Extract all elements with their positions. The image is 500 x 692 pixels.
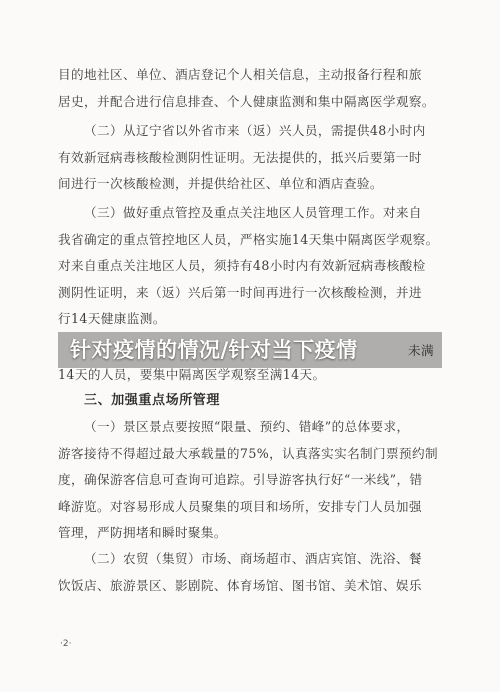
paragraph-scenic-spots [58, 414, 444, 547]
paragraph-travel-report [58, 62, 444, 115]
text-line: 游客接待不得超过最大承载量的75%，认真落实实名制门票预约制 [58, 445, 439, 461]
text-line: 度，确保游客信息可查询可追踪。引导游客执行好“一米线”，错 [58, 472, 423, 487]
paragraph-markets [58, 546, 444, 599]
text-line: 我省确定的重点管控地区人员，严格实施14天集中隔离医学观察。 [58, 231, 439, 247]
text-line: 间进行一次核酸检测，并提供给社区、单位和酒店查验。 [58, 176, 383, 191]
text-line: （一）景区景点要按照“限量、预约、错峰”的总体要求， [84, 419, 410, 434]
text-line: 峰游览。对容易形成人员聚集的项目和场所，安排专门人员加强 [58, 498, 422, 514]
text-line: 饮饭店、旅游景区、影剧院、体育场馆、图书馆、美术馆、娱乐 [58, 577, 422, 593]
text-line: 对来自重点关注地区人员，须持有48小时内有效新冠病毒核酸检 [58, 258, 426, 273]
text-line: 有效新冠病毒核酸检测阴性证明。无法提供的，抵兴后要第一时 [58, 149, 422, 165]
text-line: 未满 [408, 343, 434, 358]
text-line: （二）从辽宁省以外省市来（返）兴人员，需提供48小时内 [84, 123, 426, 138]
banner-title: 针对疫情的情况/针对当下疫情 [70, 338, 358, 362]
text-line: 14天的人员，要集中隔离医学观察至满14天。 [58, 367, 326, 382]
text-line: （二）农贸（集贸）市场、商场超市、酒店宾馆、洗浴、餐 [84, 551, 422, 566]
text-line: 居史，并配合进行信息排查、个人健康监测和集中隔离医学观察。 [58, 93, 435, 109]
text-line: 管理，严防拥堵和瞬时聚集。 [58, 525, 227, 540]
text-line: 测阴性证明，来（返）兴后第一时间再进行一次核酸检测，并进 [58, 284, 422, 300]
paragraph-key-areas [58, 200, 444, 333]
paragraph-outside-province [58, 118, 444, 198]
text-line: （三）做好重点管控及重点关注地区人员管理工作。对来自 [84, 205, 422, 220]
page-number: ·2· [60, 639, 72, 649]
text-line: 目的地社区、单位、酒店登记个人相关信息，主动报备行程和旅 [58, 67, 422, 82]
section-heading: 三、加强重点场所管理 [84, 393, 221, 408]
text-line: 行14天健康监测。 [58, 311, 166, 326]
